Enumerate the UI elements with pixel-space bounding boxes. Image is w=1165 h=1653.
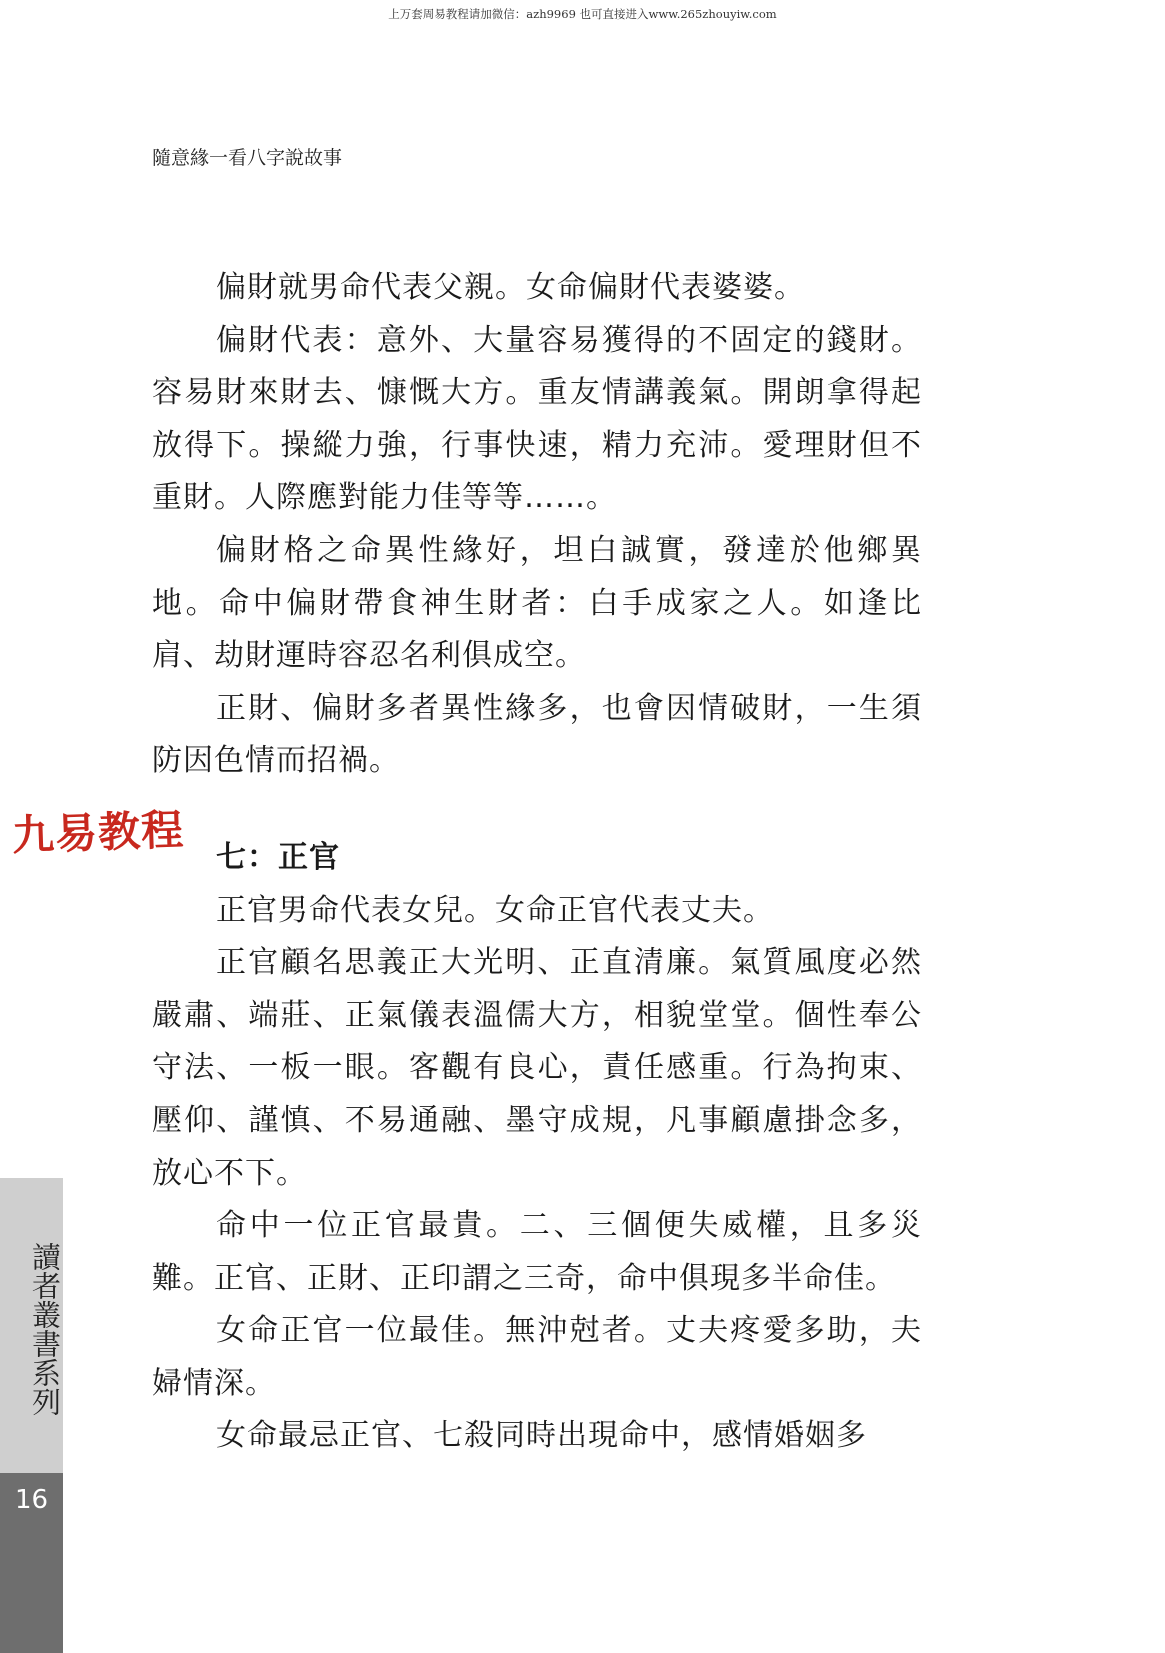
section-heading: 七：正官: [216, 839, 340, 875]
paragraph: 命中一位正官最貴。二、三個便失威權，且多災難。正官、正財、正印謂之三奇，命中俱現多半命佳。: [152, 1208, 922, 1296]
paragraph: 偏財代表：意外、大量容易獲得的不固定的錢財。容易財來財去、慷慨大方。重友情講義氣。開朗拿得起放得下。操縱力強，行事快速，精力充沛。愛理財但不重財。人際應對能力佳等等……。: [152, 322, 922, 516]
paragraph: 女命正官一位最佳。無沖尅者。丈夫疼愛多助，夫婦情深。: [152, 1313, 922, 1401]
brand-stamp: 九易教程: [11, 805, 185, 860]
page-number: 16: [14, 1485, 49, 1515]
top-watermark-text: 上万套周易教程请加微信：azh9969 也可直接进入www.265zhouyiw.com: [388, 7, 777, 21]
paragraph: 偏財就男命代表父親。女命偏財代表婆婆。: [216, 270, 805, 305]
paragraph: 正財、偏財多者異性緣多，也會因情破財，一生須防因色情而招禍。: [152, 690, 922, 779]
paragraph: 正官男命代表女兒。女命正官代表丈夫。: [216, 892, 774, 928]
paragraph: 偏財格之命異性緣好，坦白誠實，發達於他鄉異地。命中偏財帶食神生財者：白手成家之人。如逢比肩、劫財運時容忍名利俱成空。: [152, 532, 922, 674]
paragraph: 正官顧名思義正大光明、正直清廉。氣質風度必然嚴肅、端莊、正氣儀表溫儒大方，相貌堂堂。個性奉公守法、一板一眼。客觀有良心，責任感重。行為拘束、壓仰、謹慎、不易通融、墨守成規，凡事顧慮掛念多，放心不下。: [152, 945, 922, 1191]
running-head: 隨意緣一看八字說故事: [152, 147, 343, 169]
body-text: [152, 262, 922, 1463]
paragraph: 女命最忌正官、七殺同時出現命中，感情婚姻多: [216, 1418, 867, 1454]
series-label: 讀者叢書系列: [28, 1242, 62, 1416]
